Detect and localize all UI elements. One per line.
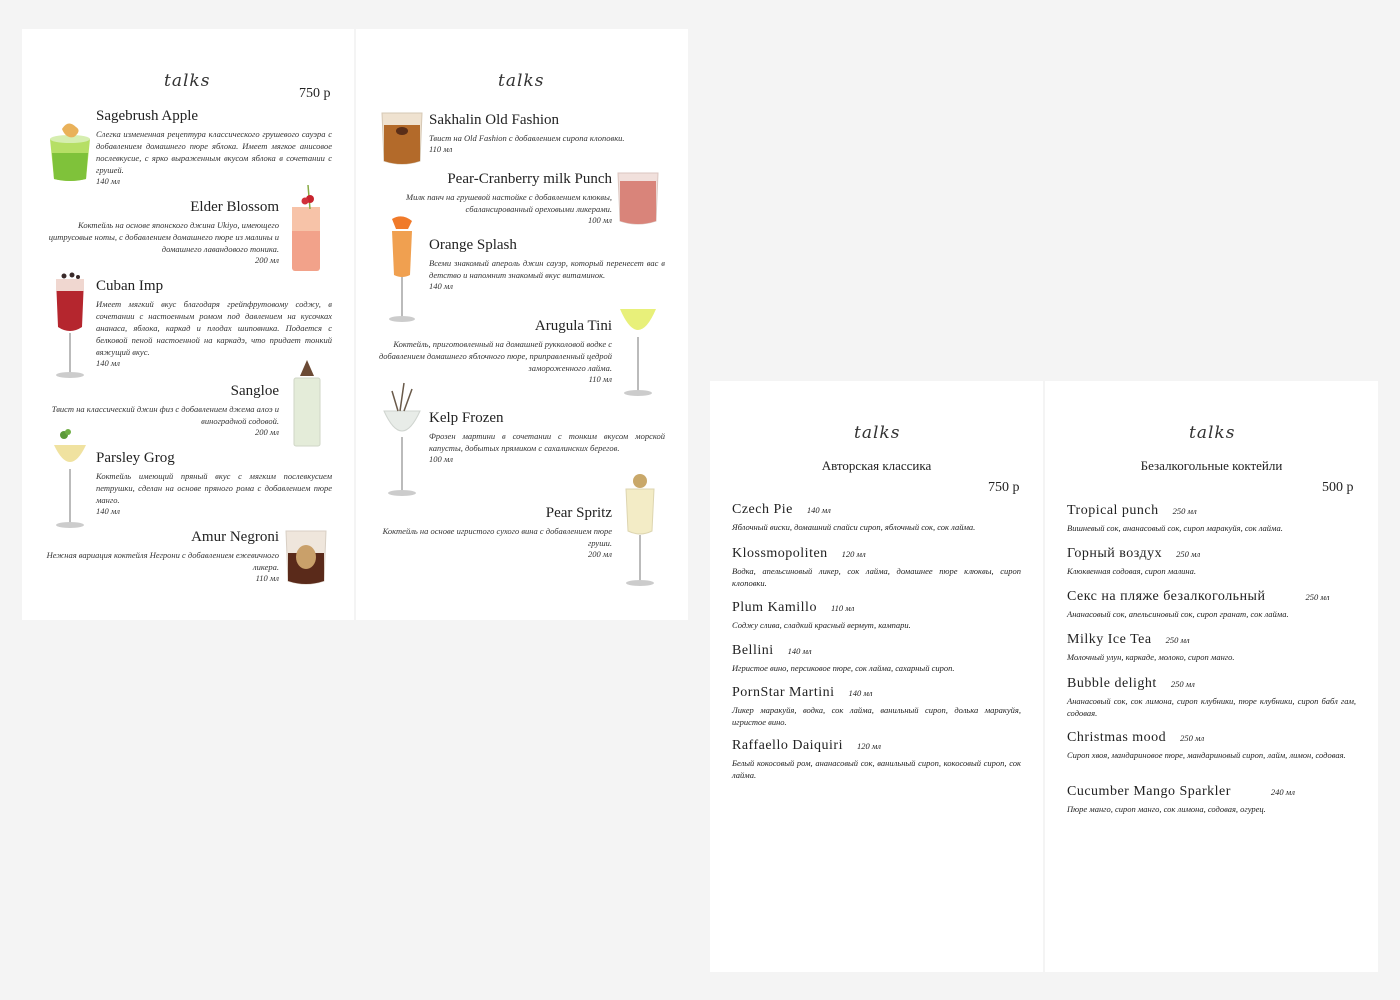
item-name: Orange Splash — [429, 237, 517, 253]
item-volume: 240 мл — [1270, 787, 1295, 797]
menu-item — [1067, 674, 1356, 719]
item-name: Секс на пляже безалкогольный — [1067, 589, 1266, 604]
item-name: Bubble delight — [1067, 676, 1157, 691]
item-description: Твист на Old Fashion с добавлением сиропа клоповки. — [429, 133, 625, 143]
item-volume: 250 мл — [1172, 506, 1197, 516]
item-volume: 110 мл — [255, 573, 279, 583]
item-name: Plum Kamillo — [732, 600, 817, 615]
arugula-tini-glass-icon — [618, 305, 658, 399]
talks-logo: talks — [1189, 423, 1236, 443]
item-description: Нежная вариация коктейля Негрони с добавлением ежевичного ликера. — [46, 550, 279, 572]
menu-item — [1067, 501, 1356, 534]
item-description: Ликер маракуйя, водка, сок лайма, ванильный сироп, долька маракуйя, игристое вино. — [732, 705, 1021, 727]
item-volume: 250 мл — [1176, 549, 1201, 559]
elder-blossom-glass-icon — [284, 181, 328, 275]
item-description: Вишневый сок, ананасовый сок, сироп маракуйя, сок лайма. — [1067, 523, 1283, 533]
item-name: Kelp Frozen — [429, 410, 504, 426]
item-volume: 140 мл — [429, 281, 454, 291]
item-name: Pear Spritz — [545, 505, 612, 521]
item-name: Parsley Grog — [96, 450, 175, 466]
item-description: Соджу слива, сладкий красный вермут, кампари. — [732, 620, 911, 630]
item-volume: 140 мл — [848, 688, 873, 698]
item-volume: 100 мл — [429, 454, 454, 464]
item-description: Яблочный виски, домашний спайси сироп, яблочный сок, сок лайма. — [732, 522, 976, 532]
item-description: Имеет мягкий вкус благодаря грейпфрутовому соджу, в сочетании с настоенным ромом под давлением на кусочках ананаса, яблока, каркад и плодах шиповника. Подается с белковой пеной настоенной на каркадэ, что придает тонкий вяжущий вкус. — [96, 299, 332, 357]
talks-logo: talks — [854, 423, 901, 443]
pear-spritz-glass-icon — [620, 467, 660, 589]
item-description: Твист на классический джин физ с добавлением джема алоэ и виноградной содовой. — [51, 404, 279, 426]
menu-item — [376, 318, 612, 384]
page-price: 750 р — [988, 480, 1020, 495]
menu-item — [96, 108, 332, 186]
menu-item — [1067, 728, 1356, 761]
menu-item — [429, 237, 665, 291]
section-title: Авторская классика — [821, 458, 932, 473]
item-description: Коктейль имеющий пряный вкус с мягким послевкусием петрушки, сделан на основе пряного рома с добавлением пюре манго. — [96, 471, 332, 505]
item-name: PornStar Martini — [732, 685, 835, 700]
item-name: Klossmopoliten — [732, 546, 828, 561]
item-volume: 100 мл — [587, 215, 612, 225]
item-name: Pear-Cranberry milk Punch — [447, 171, 612, 187]
item-name: Czech Pie — [732, 502, 793, 517]
item-description: Пюре манго, сироп манго, сок лимона, содовая, огурец. — [1067, 804, 1266, 814]
menu-item — [96, 278, 332, 368]
menu-item — [1067, 630, 1356, 663]
item-volume: 250 мл — [1180, 733, 1205, 743]
section-title: Безалкогольные коктейли — [1140, 458, 1283, 473]
menu-item — [732, 500, 1021, 533]
menu-page-3 — [710, 381, 1043, 972]
item-volume: 110 мл — [429, 144, 453, 154]
item-name: Sakhalin Old Fashion — [429, 112, 559, 128]
item-volume: 250 мл — [1305, 592, 1330, 602]
item-name: Горный воздух — [1067, 546, 1163, 561]
item-description: Клюквенная содовая, сироп малина. — [1067, 566, 1196, 576]
item-description: Милк панч на грушевой настойке с добавлением клюквы, сбалансированный ореховыми ликерами. — [406, 192, 612, 214]
item-description: Молочный улун, каркаде, молоко, сироп манго. — [1067, 652, 1235, 662]
item-name: Bellini — [732, 643, 774, 658]
item-volume: 250 мл — [1170, 679, 1195, 689]
item-description: Ананасовый сок, апельсиновый сок, сироп гранат, сок лайма. — [1067, 609, 1289, 619]
item-description: Ананасовый сок, сок лимона, сироп клубники, пюре клубники, сироп бабл гам, содовая. — [1067, 696, 1356, 718]
pear-cranberry-punch-glass-icon — [614, 169, 662, 227]
menu-item — [732, 641, 1021, 674]
menu-page-2 — [356, 29, 688, 620]
item-description: Фрозен мартини в сочетании с тонким вкусом морской капусты, добытых прямиком с сахалинских берегов. — [429, 431, 665, 453]
item-name: Arugula Tini — [534, 318, 612, 334]
page-price: 750 р — [299, 86, 331, 101]
sakhalin-old-fashion-glass-icon — [378, 109, 426, 167]
menu-item — [732, 736, 1021, 781]
item-description: Сироп хвоя, мандариновое пюре, мандариновый сироп, лайм, лимон, содовая. — [1067, 750, 1346, 760]
item-description: Белый кокосовый ром, ананасовый сок, ванильный сироп, кокосовый сироп, сок лайма. — [732, 758, 1021, 780]
item-description: Коктейль, приготовленный на домашней рукколовой водке с добавлением домашнего яблочного пюре, приправленный цедрой замороженного лайма. — [378, 339, 612, 373]
item-name: Sagebrush Apple — [96, 108, 199, 124]
item-description: Коктейль на основе японского джина Ukiyo, имеющего цитрусовые ноты, с добавлением домашнего пюре из малины и домашнего лавандового тоника. — [48, 220, 279, 254]
item-volume: 110 мл — [588, 374, 612, 384]
item-description: Водка, апельсиновый ликер, сок лайма, домашнее пюре клюквы, сироп клоповки. — [732, 566, 1021, 588]
parsley-grog-glass-icon — [50, 427, 90, 533]
sagebrush-apple-glass-icon — [46, 117, 94, 183]
item-volume: 140 мл — [806, 505, 831, 515]
item-volume: 120 мл — [857, 741, 882, 751]
item-description: Коктейль на основе игристого сухого вина с добавлением пюре груши. — [382, 526, 612, 548]
item-volume: 250 мл — [1165, 635, 1190, 645]
talks-logo: talks — [498, 71, 545, 91]
sangloe-glass-icon — [288, 358, 326, 450]
menu-item — [732, 598, 1021, 631]
menu-page-4 — [1045, 381, 1378, 972]
item-volume: 110 мл — [830, 603, 855, 613]
item-volume: 200 мл — [254, 255, 279, 265]
menu-item — [1067, 544, 1356, 577]
menu-item — [42, 199, 279, 265]
talks-logo: talks — [164, 71, 211, 91]
item-name: Raffaello Daiquiri — [732, 738, 843, 753]
item-name: Cuban Imp — [96, 278, 164, 294]
menu-item — [376, 505, 612, 559]
item-description: Слегка измененная рецептура классического грушевого сауэра с добавлением домашнего пюре яблока. Имеет мягкое анисовое послевкусие, с ярко выраженным вкусом яблока в сочетании с грушей. — [96, 129, 332, 175]
menu-item — [96, 450, 332, 516]
item-name: Sangloe — [230, 383, 279, 399]
item-name: Christmas mood — [1067, 730, 1167, 745]
menu-page-1 — [22, 29, 354, 620]
menu-item — [429, 112, 665, 154]
item-volume: 120 мл — [841, 549, 866, 559]
item-volume: 200 мл — [587, 549, 612, 559]
item-volume: 140 мл — [96, 358, 121, 368]
item-description: Игристое вино, персиковое пюре, сок лайма, сахарный сироп. — [732, 663, 955, 673]
item-description: Всеми знакомый апероль джин сауэр, который перенесет вас в детство и напомнит знакомый вкус витаминок. — [429, 258, 665, 280]
menu-item — [42, 529, 279, 583]
page-price: 500 р — [1322, 480, 1354, 495]
menu-item — [1067, 782, 1356, 815]
item-volume: 140 мл — [96, 176, 121, 186]
item-name: Elder Blossom — [190, 199, 279, 215]
menu-item — [429, 410, 665, 464]
item-volume: 200 мл — [254, 427, 279, 437]
item-volume: 140 мл — [787, 646, 812, 656]
orange-splash-glass-icon — [382, 215, 422, 325]
menu-item — [732, 683, 1021, 728]
item-name: Amur Negroni — [191, 529, 279, 545]
amur-negroni-glass-icon — [282, 527, 330, 587]
cuban-imp-glass-icon — [50, 271, 90, 381]
item-name: Cucumber Mango Sparkler — [1067, 784, 1231, 799]
menu-item — [1067, 587, 1356, 620]
kelp-frozen-glass-icon — [382, 381, 422, 499]
item-volume: 140 мл — [96, 506, 121, 516]
menu-item — [732, 544, 1021, 589]
item-name: Milky Ice Tea — [1067, 632, 1152, 647]
item-name: Tropical punch — [1067, 503, 1159, 518]
